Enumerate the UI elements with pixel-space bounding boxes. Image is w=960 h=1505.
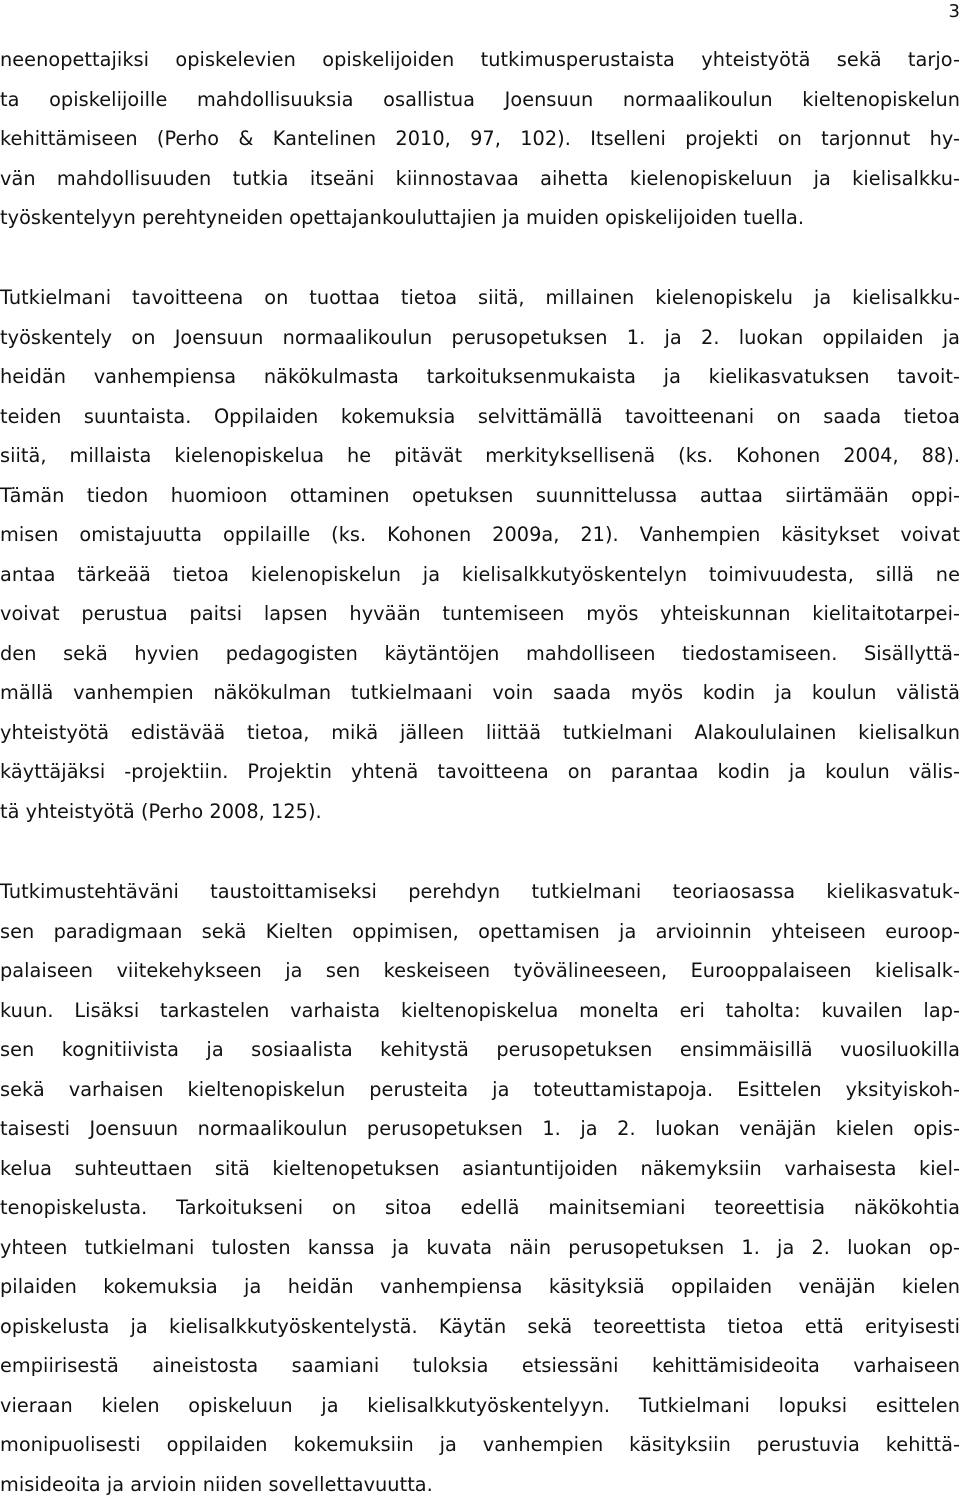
text-line: den sekä hyvien pedagogisten käytäntöjen mahdolliseen tiedostamiseen. Sisällyttä- (0, 641, 960, 665)
text-line: mällä vanhempien näkökulman tutkielmaani voin saada myös kodin ja koulun välistä (0, 681, 960, 704)
text-line: opiskelusta ja kielisalkkutyöskentelystä. Käytän sekä teoreettista tietoa että erityisesti (0, 1314, 960, 1338)
text-line: tä yhteistyötä (Perho 2008, 125). (0, 799, 322, 823)
text-line: empiirisestä aineistosta saamiani tuloksia etsiessäni kehittämisideoita varhaiseen (0, 1354, 960, 1377)
text-line: monipuolisesti oppilaiden kokemuksiin ja vanhempien käsityksiin perustuvia kehittä- (0, 1433, 960, 1456)
text-line: misideoita ja arvioin niiden sovellettavuutta. (0, 1472, 433, 1496)
text-line: ta opiskelijoille mahdollisuuksia osallistua Joensuun normaalikoulun kieltenopiskelun (0, 87, 960, 111)
text-line: työskentely on Joensuun normaalikoulun perusopetuksen 1. ja 2. luokan oppilaiden ja (0, 325, 960, 349)
text-line: siitä, millaista kielenopiskelua he pitävät merkityksellisenä (ks. Kohonen 2004, 88). (0, 444, 960, 467)
text-line: antaa tärkeää tietoa kielenopiskelun ja kielisalkkutyöskentelyn toimivuudesta, sillä ne (0, 562, 960, 586)
text-line: vieraan kielen opiskeluun ja kielisalkkutyöskentelyyn. Tutkielmani lopuksi esittelen (0, 1393, 960, 1417)
text-line: kehittämiseen (Perho & Kantelinen 2010, 97, 102). Itselleni projekti on tarjonnut hy- (0, 127, 960, 150)
text-line: palaiseen viitekehykseen ja sen keskeiseen työvälineeseen, Eurooppalaiseen kielisalk- (0, 959, 960, 982)
text-line: taisesti Joensuun normaalikoulun perusopetuksen 1. ja 2. luokan venäjän kielen opis- (0, 1117, 960, 1140)
text-line: misen omistajuutta oppilaille (ks. Kohonen 2009a, 21). Vanhempien käsitykset voivat (0, 523, 960, 546)
text-line: Tutkielmani tavoitteena on tuottaa tietoa siitä, millainen kielenopiskelu ja kielisalkku- (0, 286, 960, 309)
text-line: pilaiden kokemuksia ja heidän vanhempiensa käsityksiä oppilaiden venäjän kielen (0, 1275, 960, 1298)
text-line: tenopiskelusta. Tarkoitukseni on sitoa edellä mainitsemiani teoreettisia näkökohtia (0, 1196, 960, 1219)
text-line: teiden suuntaista. Oppilaiden kokemuksia selvittämällä tavoitteenani on saada tietoa (0, 404, 960, 428)
text-line: sen paradigmaan sekä Kielten oppimisen, opettamisen ja arvioinnin yhteiseen euroop- (0, 919, 960, 943)
text-line: yhteistyötä edistävää tietoa, mikä jälleen liittää tutkielmani Alakoululainen kielisalkun (0, 720, 960, 744)
text-line: työskentelyyn perehtyneiden opettajankouluttajien ja muiden opiskelijoiden tuella. (0, 206, 804, 229)
text-line: yhteen tutkielmani tulosten kanssa ja kuvata näin perusopetuksen 1. ja 2. luokan op- (0, 1235, 960, 1259)
text-line: käyttäjäksi -projektiin. Projektin yhtenä tavoitteena on parantaa kodin ja koulun välis- (0, 760, 960, 783)
text-line: kelua suhteuttaen sitä kieltenopetuksen asiantuntijoiden näkemyksiin varhaisesta kiel- (0, 1156, 960, 1180)
text-line: Tutkimustehtäväni taustoittamiseksi perehdyn tutkielmani teoriaosassa kielikasvatuk- (0, 880, 960, 903)
text-line: neenopettajiksi opiskelevien opiskelijoiden tutkimusperustaista yhteistyötä sekä tarjo- (0, 48, 960, 71)
text-line: voivat perustua paitsi lapsen hyvään tuntemiseen myös yhteiskunnan kielitaitotarpei- (0, 602, 960, 625)
paragraph-2 (0, 278, 960, 831)
page-number: 3 (948, 1, 960, 22)
text-line: sekä varhaisen kieltenopiskelun perusteita ja toteuttamistapoja. Esittelen yksityiskoh- (0, 1077, 960, 1101)
text-line: kuun. Lisäksi tarkastelen varhaista kieltenopiskelua monelta eri taholta: kuvailen lap- (0, 998, 960, 1022)
paragraph-1 (0, 40, 960, 238)
text-line: Tämän tiedon huomioon ottaminen opetuksen suunnittelussa auttaa siirtämään oppi- (0, 483, 960, 507)
text-line: heidän vanhempiensa näkökulmasta tarkoituksenmukaista ja kielikasvatuksen tavoit- (0, 365, 960, 388)
paragraph-3 (0, 872, 960, 1504)
text-line: vän mahdollisuuden tutkia itseäni kiinnostavaa aihetta kielenopiskeluun ja kielisalkku- (0, 166, 960, 190)
text-line: sen kognitiivista ja sosiaalista kehitystä perusopetuksen ensimmäisillä vuosiluokilla (0, 1038, 960, 1061)
